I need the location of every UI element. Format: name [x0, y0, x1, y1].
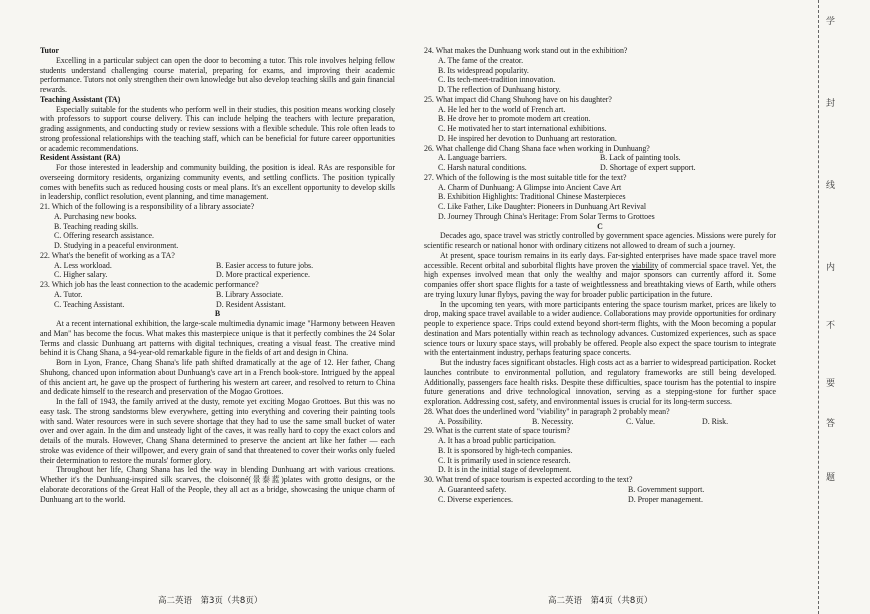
ra-paragraph: For those interested in leadership and community building, the position is ideal. RAs are responsible for overseeing dormitory residents, organizing community events, and settling conflicts. The position typically comes with benefits such as reduced housing costs or meal plans. It's an excellent opportunity to develop skills in leadership, conflict resolution, event planning, and time management. — [40, 163, 395, 202]
q21-option-b: B. Teaching reading skills. — [54, 221, 139, 231]
question-23: 23. Which job has the least connection to the academic performance? — [40, 280, 259, 289]
question-28: 28. What does the underlined word "viability" in paragraph 2 probably mean? — [424, 406, 670, 416]
tutor-heading: Tutor — [40, 46, 60, 55]
question-27: 27. Which of the following is the most suitable title for the text? — [424, 172, 627, 182]
q26-option-d: D. Shortage of expert support. — [600, 163, 696, 172]
q22-options-row-2 — [40, 270, 395, 280]
left-column — [40, 46, 395, 504]
passage-b-paragraph-4: Throughout her life, Chang Shana has led the way in blending Dunhuang art with various creations. Whether it's the Dunhuang-inspired silk scarves, the cloisonné(景泰蓝)plates with grotto designs, or the elaborate decorations of the Great Hall of the People, they all act as a bridge, showcasing the unique charm of Dunhuang art to the world. — [40, 465, 395, 504]
q22-option-a: A. Less workload. — [54, 260, 112, 270]
underlined-word-viability: viability — [631, 260, 659, 270]
q28-options-row — [424, 417, 776, 427]
seal-char: 学 — [826, 17, 836, 27]
q21-option-d: D. Studying in a peaceful environment. — [54, 241, 179, 250]
q22-option-b: B. Easier access to future jobs. — [216, 260, 314, 270]
q25-option-c: C. He motivated her to start international exhibitions. — [438, 124, 607, 133]
section-c-heading: C — [597, 221, 603, 231]
q30-options-row-2 — [424, 495, 776, 505]
q30-option-c: C. Diverse experiences. — [438, 494, 513, 504]
q28-option-d: D. Risk. — [702, 416, 729, 426]
passage-c-paragraph-2-end: of commercial space travel. Yet, the high expenses involved mean that only the wealthy and major sponsors can currently afford it. Some companies offer short space flights for a taste of weightlessness and breathtaking views of Earth, while others are trying luxury lunar flybys, paving the way for broader public participation in the future. — [424, 260, 776, 299]
page-footer-right: 高二英语 第4页（共8页） — [548, 596, 653, 606]
right-column — [424, 46, 776, 504]
q29-option-d: D. It is in the initial stage of development. — [438, 465, 572, 475]
section-b-heading: B — [214, 309, 221, 319]
q23-option-b: B. Library Associate. — [216, 289, 284, 299]
q30-option-b: B. Government support. — [628, 484, 705, 494]
q23-options-row-1 — [40, 290, 395, 300]
seal-char: 内 — [826, 263, 836, 273]
q23-options-row-2 — [40, 300, 395, 310]
q22-option-c: C. Higher salary. — [54, 270, 108, 280]
q23-option-a: A. Tutor. — [54, 289, 83, 299]
q25-option-b: B. He drove her to promote modern art creation. — [438, 114, 591, 124]
q30-option-d: D. Proper management. — [628, 494, 703, 504]
q27-option-a: A. Charm of Dunhuang: A Glimpse into Ancient Cave Art — [438, 182, 622, 192]
q23-option-d: D. Resident Assistant. — [216, 299, 286, 309]
q27-option-b: B. Exhibition Highlights: Traditional Chinese Masterpieces — [438, 192, 626, 202]
question-29: 29. What is the current state of space tourism? — [424, 426, 571, 436]
q25-option-a: A. He led her to the world of French art. — [438, 104, 566, 114]
seal-line — [818, 0, 820, 614]
passage-b-paragraph-3: In the fall of 1943, the family arrived at the dusty, remote yet exciting Mogao Grottoes. But this was no easy task. The strong sandstorms blew everywhere, getting into everything and covering their painting tools with sand. Water resources were in such severe shortage that they had to use the same small bucket of water over and over again. In the dim and unsteady light of the caves, it was really hard to copy the exact colors and details of the murals. However, Chang Shana determined to preserve the ancient art like her father — each stroke was evidence of their willpower, and every grain of sand that threatened to cover their works only fueled their determination to restore the murals' former glory. — [40, 397, 395, 465]
q27-option-d: D. Journey Through China's Heritage: From Solar Terms to Grottoes — [438, 211, 655, 221]
q24-option-a: A. The fame of the creator. — [438, 55, 524, 65]
question-30: 30. What trend of space tourism is expected according to the text? — [424, 475, 633, 484]
passage-b-paragraph-2: Born in Lyon, France, Chang Shana's life path shifted dramatically at the age of 12. Her father, Chang Shuhong, chanced upon information about Dunhuang's cave art in a French book-store. Intrigued by the appeal of this ancient art, he gave up the prospect of furthering his western art career, and resolved to return to China and dedicate himself to the research and preservation of the Mogao Grottoes. — [40, 358, 395, 397]
seal-char: 答 — [826, 419, 836, 429]
q26-options-row-2 — [424, 163, 776, 173]
q26-options-row-1 — [424, 153, 776, 163]
q22-options-row-1 — [40, 261, 395, 271]
seal-char: 封 — [826, 99, 836, 109]
q29-option-a: A. It has a broad public participation. — [438, 436, 556, 445]
seal-char: 线 — [826, 181, 836, 191]
passage-c-paragraph-3: In the upcoming ten years, with more participants entering the space tourism market, prices are likely to drop, making space travel available to a wider audience. Collaborations may provide opportunities for ordinary people to experience space. Trips could extend beyond short-term flights, with the Moon becoming a popular destination and Mars potentially within reach as technology advances. Customized experiences, such as space science tours or luxury space stays, will probably be offered. People also expect the space tourism to integrate with the entertainment industry, perhaps featuring space concerts. — [424, 299, 776, 358]
page-footer-left: 高二英语 第3页（共8页） — [158, 596, 263, 606]
q21-option-a: A. Purchasing new books. — [54, 211, 137, 221]
question-24: 24. What makes the Dunhuang work stand out in the exhibition? — [424, 46, 628, 55]
question-21: 21. Which of the following is a responsibility of a library associate? — [40, 202, 255, 211]
ta-heading: Teaching Assistant (TA) — [40, 94, 121, 104]
question-22: 22. What's the benefit of working as a TA? — [40, 250, 175, 260]
q24-option-d: D. The reflection of Dunhuang history. — [438, 85, 561, 94]
q24-option-c: C. Its tech-meet-tradition innovation. — [438, 75, 556, 85]
passage-c-paragraph-1: Decades ago, space travel was strictly controlled by government space agencies. Missions were purely for scientific research or national honor with ordinary citizens not allowed to dream of such a journey. — [424, 231, 776, 250]
q29-option-c: C. It is primarily used in science research. — [438, 455, 571, 465]
q26-option-c: C. Harsh natural conditions. — [438, 163, 527, 172]
q28-option-a: A. Possibility. — [438, 416, 483, 426]
passage-c-paragraph-2 — [424, 251, 776, 300]
q26-option-a: A. Language barriers. — [438, 153, 507, 163]
seal-char: 要 — [826, 379, 836, 389]
q30-option-a: A. Guaranteed safety. — [438, 484, 507, 494]
question-25: 25. What impact did Chang Shuhong have on his daughter? — [424, 94, 612, 104]
seal-char: 题 — [826, 473, 836, 483]
ta-paragraph: Especially suitable for the students who perform well in their studies, this position means working closely with professors to support course delivery. This can include helping the teachers with lecture preparation, grading assignments, and conducting study or review sessions with a flexible schedule. This role often leads to strong professional relationships with the teaching staff, which can be beneficial for future career opportunities or academic recommendations. — [40, 104, 395, 153]
passage-b-paragraph-1: At a recent international exhibition, the large-scale multimedia dynamic image "Harmony between Heaven and Man" has become the focus. What makes this masterpiece unique is that it perfectly combines the 24 Solar Terms and classic Dunhuang art patterns with digital techniques, creating a visual feast. The creative mind behind it is Chang Shana, a 94-year-old remarkable figure in the fields of art and design in China. — [40, 319, 395, 358]
ra-heading: Resident Assistant (RA) — [40, 153, 121, 163]
seal-char: 不 — [826, 321, 836, 331]
q27-option-c: C. Like Father, Like Daughter: Pioneers in Dunhuang Art Revival — [438, 202, 647, 211]
q24-option-b: B. Its widespread popularity. — [438, 65, 529, 75]
q29-option-b: B. It is sponsored by high-tech companies. — [438, 445, 573, 455]
q22-option-d: D. More practical experience. — [216, 270, 310, 280]
binding-margin — [792, 0, 870, 614]
passage-c-paragraph-2-start: At present, space tourism remains in its early days. Far-sighted enterprises have made space travel more accessible. Recent orbital and suborbital flights have proven the — [424, 250, 776, 270]
passage-c-paragraph-4: But the industry faces significant obstacles. High costs act as a barrier to widespread participation. Rocket launches contribute to environmental pollution, and regulatory frameworks are still being developed. Additionally, passengers face health risks. Despite these difficulties, space tourism has the potential to inspire future generations and drive technological innovation, serving as a stepping-stone for further space exploration. Addressing cost, safety, and environmental issues is crucial for its long-term success. — [424, 358, 776, 406]
q26-option-b: B. Lack of painting tools. — [600, 153, 681, 163]
q21-option-c: C. Offering research assistance. — [54, 231, 154, 241]
q28-option-c: C. Value. — [626, 416, 656, 426]
question-26: 26. What challenge did Chang Shana face when working in Dunhuang? — [424, 143, 650, 153]
q25-option-d: D. He inspired her devotion to Dunhuang art restoration. — [438, 133, 617, 143]
q23-option-c: C. Teaching Assistant. — [54, 299, 125, 309]
tutor-paragraph: Excelling in a particular subject can open the door to becoming a tutor. This role involves helping fellow students understand challenging course material, preparing for exams, and improving their academic performance. Tutors not only strengthen their own knowledge but also develop teaching skills and gain financial rewards. — [40, 55, 396, 94]
q30-options-row-1 — [424, 485, 776, 495]
q28-option-b: B. Necessity. — [532, 416, 574, 426]
